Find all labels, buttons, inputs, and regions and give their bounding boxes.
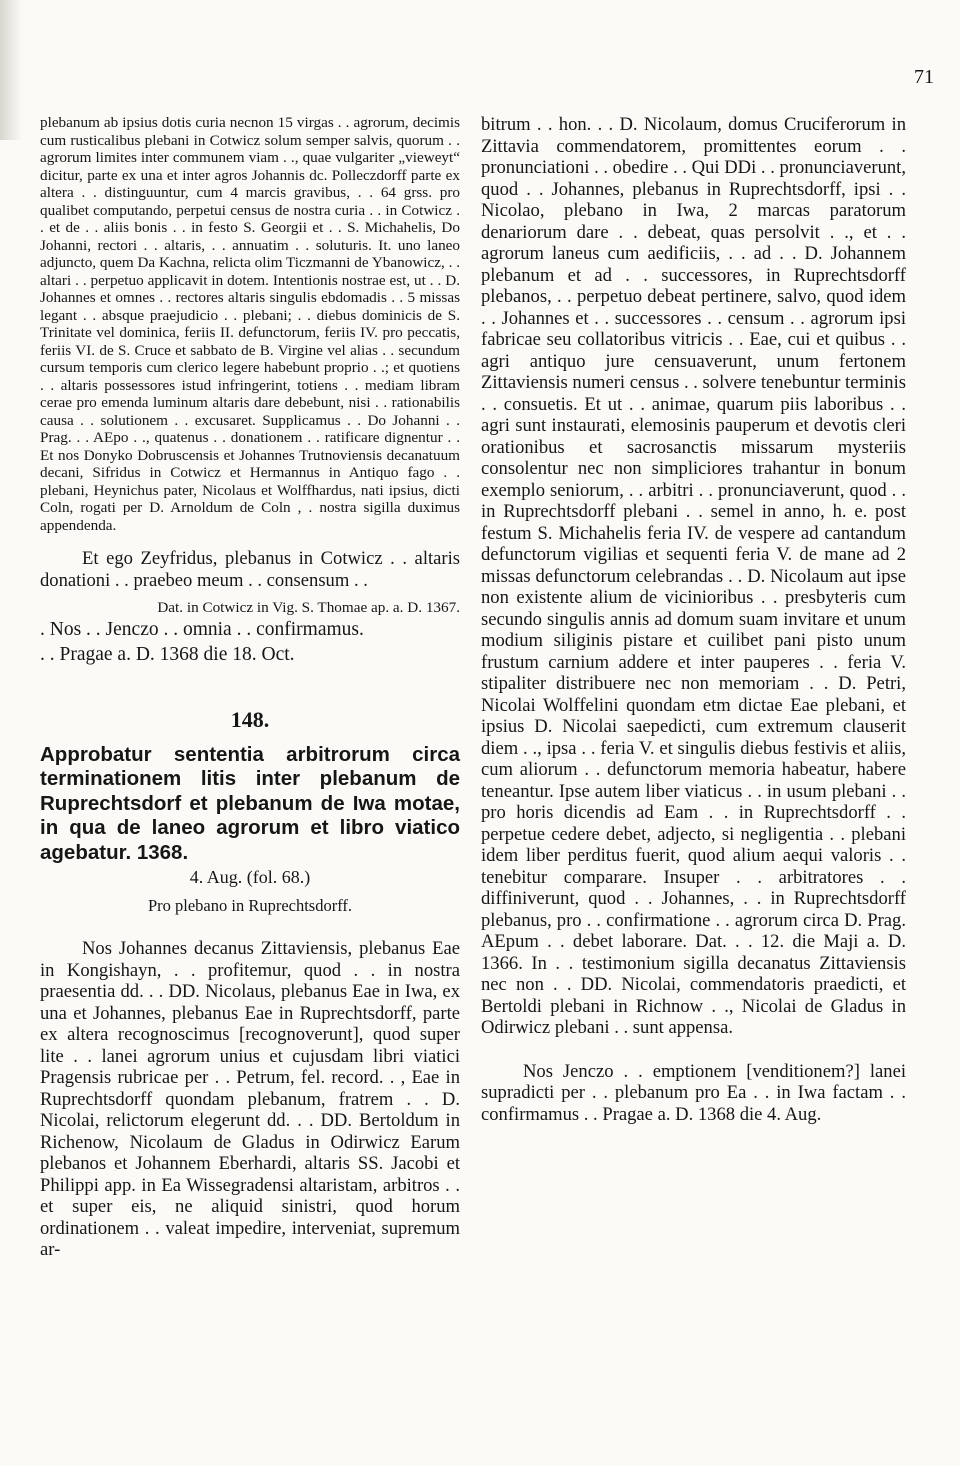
- confirmation-line-1: . Nos . . Jenczo . . omnia . . confirmamus.: [40, 618, 364, 640]
- right-column: [481, 114, 906, 1125]
- heading-date: 4. Aug. (fol. 68.): [189, 867, 311, 887]
- dating-clause: Dat. in Cotwicz in Vig. S. Thomae ap. a. D. 1367.: [157, 599, 460, 616]
- consent-paragraph: Et ego Zeyfridus, plebanus in Cotwicz . . altaris donationi . . praebeo meum . . consensum . .: [40, 548, 460, 591]
- closing-confirmation: Nos Jenczo . . emptionem [venditionem?] lanei supradicti per . . plebanum pro Ea . . in Iwa factam . . confirmamus . . Pragae a. D. 1368 die 4. Aug.: [481, 1060, 906, 1125]
- charter-text-small: [40, 114, 460, 534]
- document-body-start: Nos Johannes decanus Zittaviensis, plebanus Eae in Kongishayn, . . profitemur, quod . . in nostra praesentia dd. . . DD. Nicolaus, plebanus Eae in Iwa, ex una et Johannes, plebanus Eae in Ruprechtsdorff, parte ex altera recognoscimus [recognoverunt], quod super lite . . lanei agrorum unius et cujusdam libri viatici Pragensis rubricae per . . Petrum, fel. record. . , Eae in Ruprechtsdorff quondam plebanum, fratrem . . D. Nicolai, relictorum elegerunt dd. . . DD. Bertoldum in Richenow, Nicolaum de Gladus in Odirwicz Earum plebanos et Johannem Eberhardi, altaris SS. Jacobi et Philippi app. in Ea Wissegradensi altaristam, arbitros . . et super eis, ne aliquid sinistri, quod horum ordinationem . . valeat impedire, interveniat, supremum ar-: [40, 938, 460, 1260]
- page-edge-stain: [0, 0, 22, 140]
- document-number: 148.: [230, 706, 270, 732]
- document-heading: Approbatur sententia arbitrorum circa terminationem litis inter plebanum de Ruprechtsdorf et plebanum de Iwa motae, in qua de laneo agrorum et libro viatico agebatur. 1368.: [40, 742, 460, 864]
- document-subtitle: Pro plebano in Ruprechtsdorff.: [147, 896, 353, 915]
- page-number: 71: [914, 66, 934, 88]
- left-column: [40, 114, 460, 1261]
- consent-block: [40, 548, 460, 591]
- document-body-continued: bitrum . . hon. . . D. Nicolaum, domus Cruciferorum in Zittavia commendatorem, promittentes eorum . . pronunciationi . . obedire . . Qui DDi . . pronunciaverunt, quod . . Johannes, plebanus in Ruprechtsdorff, ipsi . . Nicolao, plebano in Iwa, 2 marcas paratorum denariorum dare . . debeat, quas persolvit . ., et . . agrorum laneus cum aedificiis, . . ad . . D. Johannem plebanum et ad . . successores, in Ruprechtsdorff plebanos, . . perpetuo debeat pertinere, salvo, quod idem . . Johannes et . . successores . . censum . . agrorum ipsi fabricae seu collatoribus vitricis . . Eae, cui et quibus . . agri antiquo jure censuaverunt, unum fertonem Zittaviensis numeri census . . solvere tenebuntur terminis . . consuetis. Et ut . . animae, quarum piis laboribus . . agri sunt instaurati, elemosinis pauperum et devotis cleri orationibus et sacrosanctis missarum mysteriis consolentur nec non simpliciores trahantur in bonum exemplo seniorum, . . arbitri . . pronunciaverunt, quod . . in Ruprechtsdorff plebani . . semel in anno, h. e. post festum S. Michahelis feria IV. de vespere ad cantandum defunctorum vigilias et sequenti feria V. de mane ad 2 missas defunctorum celebrandas . . D. Nicolaum aut ipse non existente alium de vicinioribus . . presbyteris cum secundo singulis annis ad domum suam invitare et unum modium siliginis pistare et cuilibet pani pisto unum frustum carnium addere et inter pauperes . . feria V. stipaliter distribuere nec non memoriam . . D. Petri, Nicolai Wolffelini quondam etm dictae Eae plebani, et ipsius D. Nicolai saepedicti, cum extremum clauserit diem . ., ipsa . . feria V. et singulis diebus festivis et aliis, cum aliorum . . defunctorum memoria habeatur, habere teneantur. Ipse autem liber viaticus . . in usum plebani . . pro horis dicendis ad Eam . . in Ruprechtsdorff . . perpetue cedere debet, adjecto, si negligentia . . plebani idem liber perditus fuerit, quod alium aequi valoris . . tenebitur comparare. Insuper . . arbitratores . . diffiniverunt, quod . . Johannes, . . in Ruprechtsdorff plebanus, pro . . confirmatione . . agrorum circa D. Prag. AEpum . . debet laborare. Dat. . . 12. die Maji a. D. 1366. In . . testimonium sigilla decanatus Zittaviensis nec non . . DD. Nicolai, commendatoris praedicti, et Bertoldi plebani in Richnow . ., Nicolai de Gladus in Odirwicz plebani . . sunt appensa.: [481, 114, 906, 1038]
- charter-paragraph: plebanum ab ipsius dotis curia necnon 15 virgas . . agrorum, decimis cum rusticalibus plebani in Cotwicz solum semper salvis, quorum . . agrorum limites inter communem viam . ., quae vulgariter „vieweyt“ dicitur, parte ex una et inter agros Johannis dc. Polleczdorff parte ex altera . . distinguuntur, cum 4 marcis gravibus, . . 64 grss. pro qualibet computando, perpetui census de nostra curia . . in Cotwicz . . et de . . aliis bonis . . in festo S. Georgii et . . S. Michahelis, Do Johanni, rectori . . altaris, . . annuatim . . soluturis. It. uno laneo adjuncto, quem Da Kachna, relicta olim Ticzmanni de Ybanowicz, . . altari . . perpetuo applicavit in dotem. Intentionis nostrae est, ut . . D. Johannes et omnes . . rectores altaris singulis ebdomadis . . 5 missas legant . . absque praejudicio . . plebani; . . diebus dominicis de S. Trinitate vel dominica, feriis II. defunctorum, feriis IV. pro peccatis, feriis VI. de S. Cruce et sabbato de B. Virgine vel alias . . secundum cursum temporis cum clerico legere habebunt proprio . .; et quotiens . . altaris possessores istud infringerint, totiens . . mediam libram cerae pro emenda luminum altaris dare debebunt, nisi . . rationabilis causa . . solutionem . . excusaret. Supplicamus . . Do Johanni . . Prag. . . AEpo . ., quatenus . . donationem . . ratificare dignentur . . Et nos Donyko Dobruscensis et Johannes Trutnoviensis decanatuum decani, Sifridus in Cotwicz et Hermannus in Antiquo fago . . plebani, Heynichus pater, Nicolaus et Wolffhardus, nati ipsius, dicti Coln, rogati per D. Arnoldum de Coln , . nostra sigilla duximus appendenda.: [40, 114, 460, 534]
- confirmation-line-2: . . Pragae a. D. 1368 die 18. Oct.: [40, 643, 295, 665]
